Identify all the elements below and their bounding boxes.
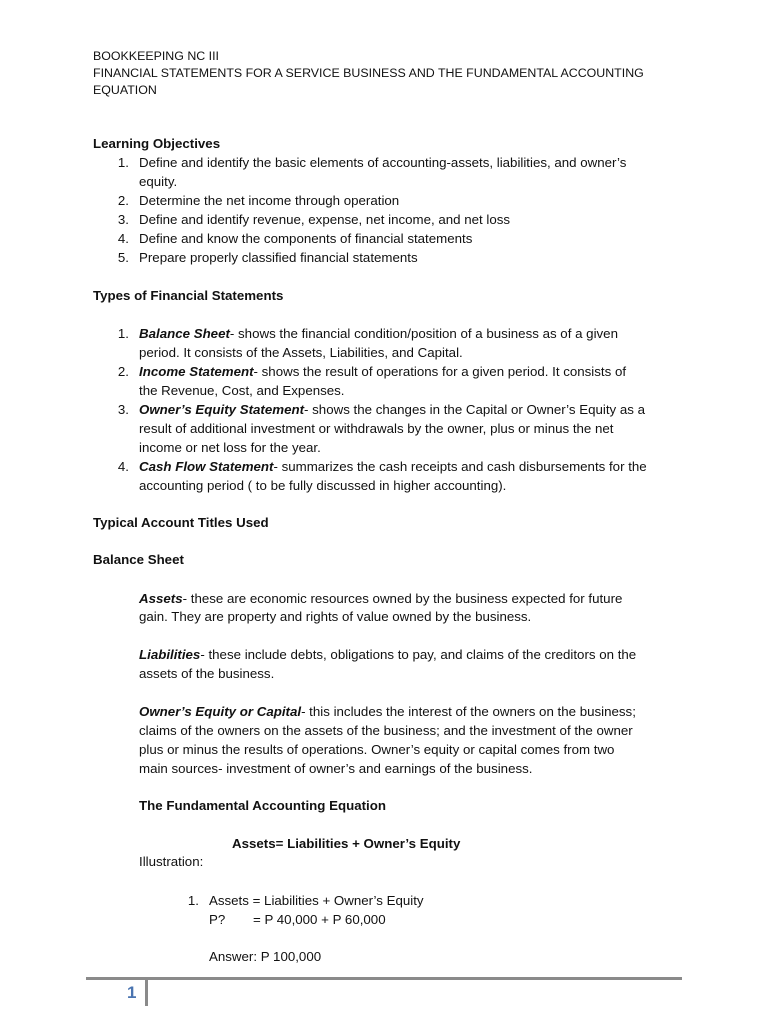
objective-number: 3. bbox=[117, 212, 129, 227]
equity-text: - this includes the interest of the owners on the business; bbox=[301, 704, 636, 719]
liabilities-text: - these include debts, obligations to pay, and claims of the creditors on the bbox=[200, 647, 637, 662]
assets-term: Assets bbox=[139, 591, 183, 606]
type-description-cont: period. It consists of the Assets, Liabilities, and Capital. bbox=[139, 345, 463, 360]
page-number-divider bbox=[145, 980, 148, 1006]
illustration-label: Illustration: bbox=[139, 854, 204, 869]
liabilities-text-cont: assets of the business. bbox=[139, 666, 275, 681]
example-equation: Assets = Liabilities + Owner’s Equity bbox=[209, 893, 424, 908]
type-number: 2. bbox=[117, 364, 129, 379]
example-unknown: P? bbox=[209, 912, 226, 927]
objective-number: 5. bbox=[117, 250, 129, 265]
document-title-line2: EQUATION bbox=[93, 83, 157, 97]
objective-number: 2. bbox=[117, 193, 129, 208]
objective-text: Define and identify revenue, expense, net income, and net loss bbox=[139, 212, 511, 227]
page-number: 1 bbox=[127, 983, 137, 1002]
liabilities-definition bbox=[139, 646, 636, 664]
document-title-line1: FINANCIAL STATEMENTS FOR A SERVICE BUSINESS AND THE FUNDAMENTAL ACCOUNTING bbox=[93, 66, 644, 80]
example-number: 1. bbox=[187, 893, 199, 908]
objective-number: 1. bbox=[117, 155, 129, 170]
types-heading: Types of Financial Statements bbox=[93, 288, 284, 303]
equity-term: Owner’s Equity or Capital bbox=[139, 704, 302, 719]
type-number: 1. bbox=[117, 326, 129, 341]
type-term: Income Statement bbox=[139, 364, 254, 379]
equity-text-cont: main sources- investment of owner’s and earnings of the business. bbox=[139, 761, 533, 776]
balance-sheet-heading: Balance Sheet bbox=[93, 552, 184, 567]
type-number: 4. bbox=[117, 459, 129, 474]
objective-text: Define and know the components of financial statements bbox=[139, 231, 473, 246]
type-item bbox=[139, 458, 647, 476]
equity-definition bbox=[139, 703, 636, 721]
objective-text: Define and identify the basic elements of accounting-assets, liabilities, and owner’s bbox=[139, 155, 627, 170]
type-description: - shows the financial condition/position of a business as of a given bbox=[229, 326, 618, 341]
type-description: - shows the changes in the Capital or Owner’s Equity as a bbox=[304, 402, 646, 417]
objective-text: Determine the net income through operation bbox=[139, 193, 400, 208]
objective-number: 4. bbox=[117, 231, 129, 246]
type-description-cont: result of additional investment or withdrawals by the owner, plus or minus the net bbox=[139, 421, 614, 436]
type-description-cont: the Revenue, Cost, and Expenses. bbox=[139, 383, 345, 398]
account-titles-heading: Typical Account Titles Used bbox=[93, 515, 269, 530]
type-description-cont: income or net loss for the year. bbox=[139, 440, 321, 455]
equation-formula: Assets= Liabilities + Owner’s Equity bbox=[232, 836, 461, 851]
equity-text-cont: claims of the owners on the assets of the business; and the investment of the owner bbox=[139, 723, 633, 738]
example-answer: Answer: P 100,000 bbox=[209, 949, 322, 964]
footer-rule bbox=[86, 977, 682, 980]
type-item bbox=[139, 401, 645, 419]
type-description: - summarizes the cash receipts and cash disbursements for the bbox=[273, 459, 647, 474]
objective-text-cont: equity. bbox=[139, 174, 178, 189]
assets-definition bbox=[139, 590, 622, 608]
example-values: = P 40,000 + P 60,000 bbox=[253, 912, 386, 927]
assets-text: - these are economic resources owned by the business expected for future bbox=[182, 591, 623, 606]
objective-text: Prepare properly classified financial statements bbox=[139, 250, 418, 265]
type-term: Cash Flow Statement bbox=[139, 459, 274, 474]
type-number: 3. bbox=[117, 402, 129, 417]
type-description-cont: accounting period ( to be fully discussed in higher accounting). bbox=[139, 478, 507, 493]
equity-text-cont: plus or minus the results of operations. Owner’s equity or capital comes from two bbox=[139, 742, 615, 757]
course-title: BOOKKEEPING NC III bbox=[93, 49, 219, 63]
equation-heading: The Fundamental Accounting Equation bbox=[139, 798, 386, 813]
type-item bbox=[139, 325, 618, 343]
liabilities-term: Liabilities bbox=[139, 647, 201, 662]
type-term: Balance Sheet bbox=[139, 326, 230, 341]
type-item bbox=[139, 363, 626, 381]
assets-text-cont: gain. They are property and rights of value owned by the business. bbox=[139, 609, 532, 624]
type-term: Owner’s Equity Statement bbox=[139, 402, 305, 417]
type-description: - shows the result of operations for a given period. It consists of bbox=[253, 364, 627, 379]
objectives-heading: Learning Objectives bbox=[93, 136, 221, 151]
